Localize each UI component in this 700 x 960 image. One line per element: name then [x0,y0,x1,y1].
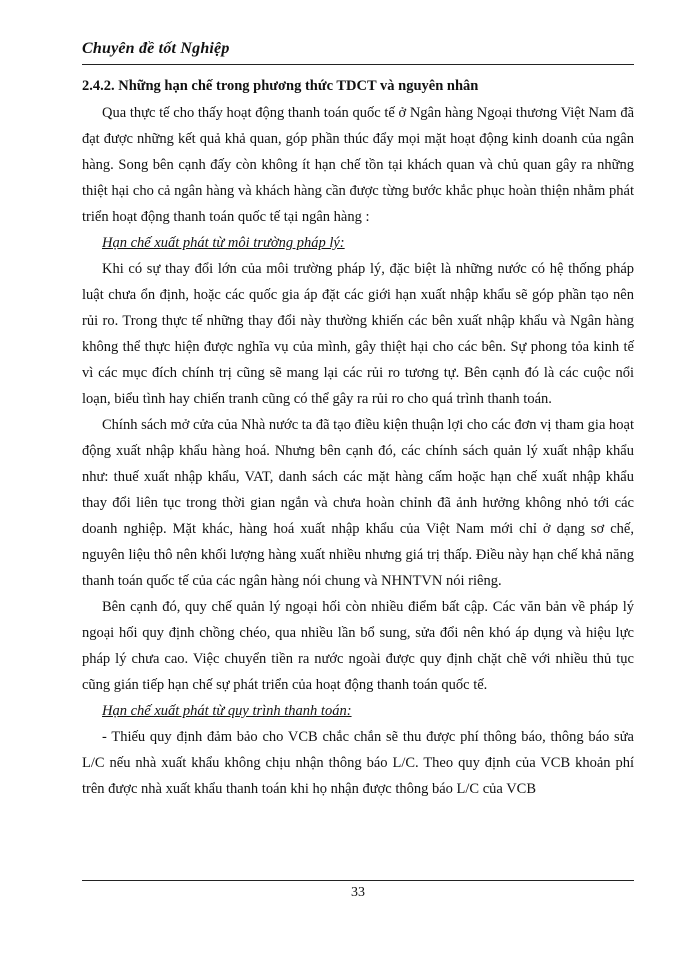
paragraph-open-door-policy: Chính sách mở cửa của Nhà nước ta đã tạo điều kiện thuận lợi cho các đơn vị tham gia hoạt động xuất nhập khẩu hàng hoá. Nhưng bên cạnh đó, các chính sách quản lý xuất nhập khẩu như: thuế xuất nhập khẩu, VAT, danh sách các mặt hàng cấm hoặc hạn chế xuất nhập khẩu thay đổi liên tục trong thời gian ngắn và chưa hoàn chỉnh đã ảnh hưởng không nhỏ tới các doanh nghiệp. Mặt khác, hàng hoá xuất nhập khẩu của Việt Nam mới chỉ ở dạng sơ chế, nguyên liệu thô nên khối lượng hàng xuất nhiều nhưng giá trị thấp. Điều này hạn chế khả năng thanh toán quốc tế của các ngân hàng nói chung và NHNTVN nói riêng. [82,417,634,589]
header-title: Chuyên đề tốt Nghiệp [82,40,230,57]
paragraph-intro: Qua thực tế cho thấy hoạt động thanh toán quốc tế ở Ngân hàng Ngoại thương Việt Nam đã đạt được những kết quả khả quan, góp phần thúc đẩy mọi mặt hoạt động kinh doanh của ngân hàng. Song bên cạnh đấy còn không ít hạn chế tồn tại khách quan và chủ quan gây ra những thiệt hại cho cả ngân hàng và khách hàng cần được từng bước khắc phục hoàn thiện nhằm phát triển hoạt động thanh toán quốc tế tại ngân hàng : [82,105,634,225]
page-number: 33 [351,885,365,900]
subheading-payment-process: Hạn chế xuất phát từ quy trình thanh toán: [102,703,352,719]
page-footer [82,880,634,900]
subheading-legal-environment: Hạn chế xuất phát từ môi trường pháp lý: [102,235,345,251]
paragraph-legal-changes: Khi có sự thay đổi lớn của môi trường pháp lý, đặc biệt là những nước có hệ thống pháp luật chưa ổn định, hoặc các quốc gia áp đặt các giới hạn xuất nhập khẩu sẽ góp phần tạo nên rủi ro. Trong thực tế những thay đổi này thường khiến các bên xuất nhập khẩu và Ngân hàng không thể thực hiện được nghĩa vụ của mình, gây thiệt hại cho các bên. Sự phong tỏa kinh tế vì các mục đích chính trị cũng sẽ mang lại các rủi ro tương tự. Bên cạnh đó là các cuộc nổi loạn, biểu tình hay chiến tranh cũng có thể gây ra rủi ro cho quá trình thanh toán. [82,261,634,407]
page-content [82,74,634,802]
paragraph-notification-fee: - Thiếu quy định đảm bảo cho VCB chắc chắn sẽ thu được phí thông báo, thông báo sửa L/C nếu nhà xuất khẩu không chịu nhận thông báo L/C. Theo quy định của VCB khoản phí trên được nhà xuất khẩu thanh toán khi họ nhận được thông báo L/C của VCB [82,729,634,797]
page-header [82,38,634,65]
section-heading: 2.4.2. Những hạn chế trong phương thức TDCT và nguyên nhân [82,78,479,94]
paragraph-foreign-exchange: Bên cạnh đó, quy chế quản lý ngoại hối còn nhiều điểm bất cập. Các văn bản về pháp lý ngoại hối quy định chồng chéo, qua nhiều lần bổ sung, sửa đổi nên khó áp dụng và hiệu lực pháp lý chưa cao. Việc chuyển tiền ra nước ngoài được quy định chặt chẽ với nhiều thủ tục cũng gián tiếp hạn chế sự phát triển của hoạt động thanh toán quốc tế. [82,599,634,693]
